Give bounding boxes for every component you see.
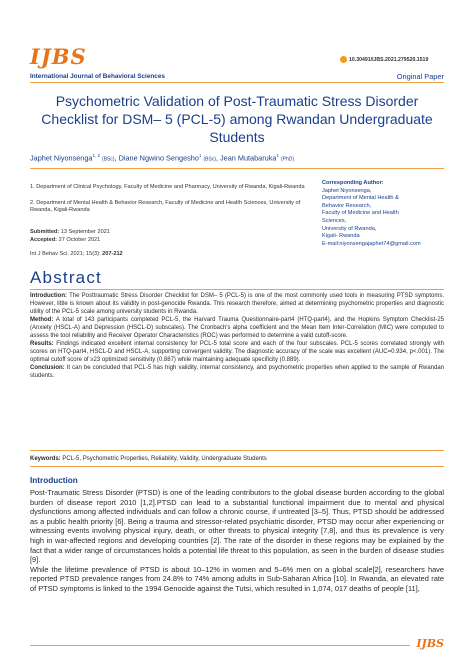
corresponding-line: Department of Mental Health & — [322, 195, 399, 202]
accepted-label: Accepted: — [30, 237, 58, 243]
doi-link[interactable] — [340, 56, 428, 63]
submitted-value: 13 September 2021 — [60, 229, 110, 235]
abstract-intro-label: Introduction: — [30, 293, 67, 299]
corresponding-line: Japhet Niyonsenga, — [322, 187, 372, 194]
abstract-heading: Abstract — [30, 268, 102, 287]
keywords-bottom-divider — [30, 466, 444, 467]
abstract-results-text: Findings indicated excellent internal consistency for PCL-5 total score and each of the four subscales. PCL-5 scores correlated strongly with scores on HTQ-part4, HSCL-D and HSCL-A, supporting convergent validity. The diagnostic accuracy of the scale was excellent (AUC=0.934, p<.001). The optimal cutoff score of ≥23 optimized sensitivity (0.887) while maintaining adequate specificity (0.889). — [30, 341, 444, 363]
corresponding-email[interactable]: E-mail:niyonsengajaphet74@gmail.com — [322, 240, 421, 247]
author-name: Japhet Niyonsenga — [30, 153, 93, 163]
abstract-results-label: Results: — [30, 341, 54, 347]
submitted-label: Submitted: — [30, 229, 60, 235]
journal-name: International Journal of Behavioral Sciences — [30, 73, 165, 80]
abstract-intro-text: The Posttraumatic Stress Disorder Checklist for DSM– 5 (PCL-5) is one of the most commonly used tools in measuring PTSD symptoms. However, little is known about its validity in post-genocide Rwanda. This research therefore, aimed at determining psychometric properties and diagnostic utility of the PCL-5 scale among university students in Rwanda. — [30, 293, 445, 315]
author-affiliation-marker: 1 — [198, 153, 202, 158]
footer-divider — [30, 645, 410, 646]
keywords-label: Keywords: — [30, 456, 61, 462]
footer-logo: IJBS — [416, 637, 444, 650]
paper-title: Psychometric Validation of Post-Traumatic Stress Disorder Checklist for DSM– 5 (PCL-5) among Rwandan Undergraduate Students — [41, 93, 433, 145]
abstract-method — [30, 316, 444, 340]
abstract-conclusion-label: Conclusion: — [30, 365, 65, 371]
corresponding-line: Faculty of Medicine and Health — [322, 210, 399, 217]
author-degree: (BSc) — [102, 156, 115, 163]
accepted-value: 27 October 2021 — [58, 237, 101, 243]
keywords-top-divider — [30, 450, 444, 451]
author-name: Jean Mutabaruka — [220, 153, 277, 163]
abstract-results — [30, 340, 444, 364]
author-degree: (PhD) — [280, 156, 295, 163]
abstract-method-text: A total of 143 participants completed PCL-5, the Harvard Trauma Questionnaire-part4 (HTQ-part4), and the Hopkins Symptom Checklist-25 (Anxiety (HSCL-A) and Depression (HSCL-D) subscales). The Cronbach's alpha coefficient and the Mean Item Inter-Correlation (MIC) were computed to assess the tool reliability and Receiver Operator Characteristics (ROC) was performed to determine a valid cutoff-score. — [30, 317, 444, 339]
authors-divider — [30, 168, 444, 169]
abstract-body — [30, 292, 444, 380]
submission-dates — [30, 228, 110, 244]
abstract-conclusion-text: It can be concluded that PCL-5 has high validity, internal consistency, and psychometric properties when applied to the sample of Rwandan students. — [30, 365, 444, 379]
keywords-text: PCL-5, Psychometric Properties, Reliability, Validity, Undergraduate Students — [62, 456, 267, 462]
citation — [30, 251, 123, 257]
abstract-conclusion — [30, 364, 444, 380]
abstract-top-divider — [30, 289, 444, 290]
author-affiliation-marker: 1, 2 — [92, 153, 100, 158]
header-divider — [30, 82, 444, 83]
corresponding-line: Behavior Research, — [322, 202, 372, 209]
journal-logo: IJBS — [30, 44, 87, 69]
affiliation-2: 2. Department of Mental Health & Behavior Research, Faculty of Medicine and Health Sciences, University of Rwanda, Kigali-Rwanda — [30, 200, 301, 214]
affiliation-1: 1. Department of Clinical Psychology, Faculty of Medicine and Pharmacy, University of Rwanda, Kigali-Rwanda — [30, 184, 305, 190]
corresponding-heading: Corresponding Author: — [322, 180, 384, 186]
corresponding-line: Sciences, — [322, 217, 347, 224]
abstract-introduction — [30, 292, 444, 316]
corresponding-line: Kigali- Rwanda — [322, 233, 360, 240]
citation-pages: 207-212 — [102, 251, 123, 257]
keywords — [30, 456, 444, 462]
article-type: Original Paper — [396, 72, 444, 81]
accepted-date — [30, 236, 110, 244]
author-degree: (BSc) — [203, 156, 216, 163]
introduction-paragraph: Post-Traumatic Stress Disorder (PTSD) is one of the leading contributors to the global disease burden according to the global burden of disease report 2010 [1,2].PTSD can lead to a substantial functional impairment due to mental and physical dysfunctions among affected individuals and can follow a chronic course, if untreated [3–5]. Thus, PTSD should be addressed as a public health priority [6]. Being a trauma and stressor-related psychiatric disorder, PTSD may occur after experiencing or witnessing events involving physical injury, death, or other threats to physical integrity [7,8], and thus its prevalence is very high in war-affected regions and developing countries [2]. The rate of the disorder in these regions may be explained by the fact that a wider range of circumstances holds a potential life threat to this population, as seen in the burden of disease studies [9]. — [30, 488, 444, 565]
corresponding-line: University of Rwanda, — [322, 225, 377, 232]
citation-prefix: Int J Behav Sci. 2021; 15(3): — [30, 251, 103, 257]
introduction-heading: Introduction — [30, 476, 78, 485]
introduction-body — [30, 488, 444, 594]
author-affiliation-marker: 1 — [276, 153, 279, 158]
submitted-date — [30, 228, 110, 236]
doi-text[interactable]: 10.30491/IJBS.2021.279520.1519 — [349, 57, 429, 63]
introduction-paragraph: While the lifetime prevalence of PTSD is about 10–12% in women and 5–6% men on a global scale[2], researchers have reported PTSD prevalence ranges from 24.8% to 74% among adults in Sub-Saharan Africa [10]. In Rwanda, an elevated rate of PTSD symptoms is linked to the 1994 Genocide against the Tutsi, which resulted in 1,074, 017 deaths of people [11], — [30, 564, 444, 593]
doi-icon — [340, 56, 347, 63]
author-name: Diane Ngwino Sengesho — [118, 153, 199, 163]
corresponding-author — [322, 180, 447, 248]
abstract-method-label: Method: — [30, 317, 54, 323]
author-list: Japhet Niyonsenga$^{1, 2}$ (BSc), Diane Ngwino Sengesho$^1$ (BSc), Jean Mutabaruka$^1$ (PhD) — [30, 153, 295, 163]
